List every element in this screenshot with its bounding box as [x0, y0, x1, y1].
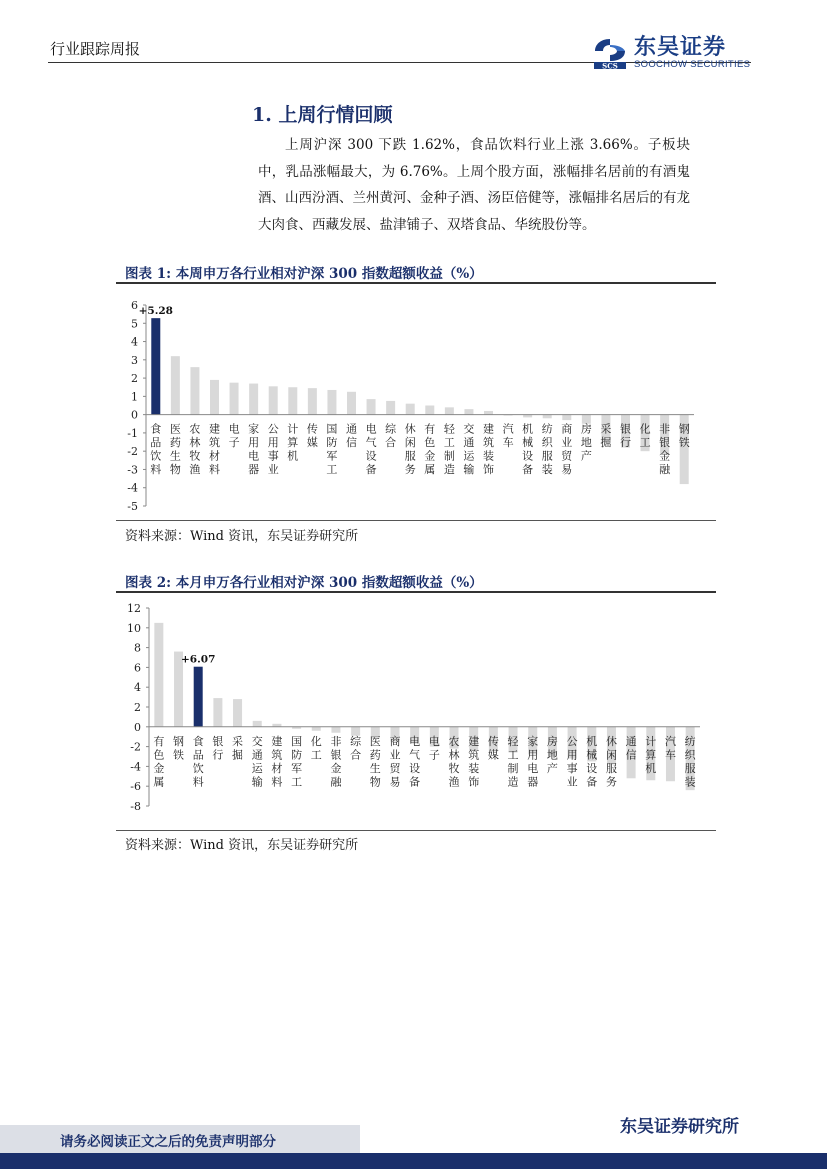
- category-label: 钢铁: [678, 422, 690, 450]
- footer-institute: 东吴证券研究所: [620, 1117, 739, 1137]
- y-tick-label: 8: [134, 641, 141, 655]
- category-label: 休闲服务: [605, 734, 617, 789]
- category-label: 采掘: [600, 422, 612, 450]
- category-label: 钢铁: [173, 734, 185, 762]
- category-label: 电气设备: [365, 422, 377, 477]
- category-label: 纺织服装: [541, 422, 553, 477]
- category-label: 房地产: [546, 734, 558, 775]
- footer-bar: [0, 1153, 827, 1169]
- category-label: 公用事业: [566, 734, 578, 789]
- bar-电气设备: [367, 399, 376, 415]
- y-tick-label: -5: [127, 500, 138, 513]
- y-tick-label: -2: [127, 445, 138, 459]
- category-label: 非银金融: [330, 734, 342, 789]
- category-label: 国防军工: [291, 734, 303, 789]
- category-label: 电子: [228, 422, 240, 450]
- category-label: 计算机: [287, 422, 299, 463]
- bar-采掘: [233, 699, 242, 727]
- bar-食品饮料: [151, 318, 160, 414]
- category-label: 房地产: [580, 422, 592, 463]
- category-label: 有色金属: [424, 422, 436, 477]
- category-label: 医药生物: [369, 734, 381, 789]
- y-tick-label: 6: [131, 299, 138, 312]
- bar-银行: [213, 698, 222, 727]
- bar-计算机: [288, 387, 297, 414]
- y-tick-label: -3: [127, 463, 138, 477]
- y-tick-label: 3: [131, 353, 138, 367]
- category-label: 轻工制造: [507, 734, 519, 789]
- bar-电子: [230, 383, 239, 415]
- category-label: 商业贸易: [561, 422, 573, 477]
- data-label: +6.07: [181, 653, 216, 666]
- category-label: 电气设备: [409, 734, 421, 789]
- y-tick-label: 0: [131, 408, 138, 422]
- bar-纺织服装: [543, 415, 552, 419]
- category-label: 轻工制造: [443, 422, 455, 477]
- y-tick-label: -4: [127, 481, 138, 495]
- bar-交通运输: [464, 409, 473, 414]
- data-label: +5.28: [138, 305, 173, 318]
- logo-english-name: SOOCHOW SECURITIES: [634, 58, 751, 70]
- category-label: 传媒: [306, 422, 318, 450]
- category-label: 农林牧渔: [189, 422, 201, 477]
- y-tick-label: -8: [130, 800, 141, 813]
- category-label: 交通运输: [251, 734, 263, 789]
- y-tick-label: 6: [134, 661, 141, 675]
- category-label: 建筑装饰: [483, 422, 494, 477]
- bar-农林牧渔: [190, 367, 199, 415]
- category-label: 休闲服务: [404, 422, 416, 477]
- bar-休闲服务: [406, 404, 415, 415]
- logo-chinese-name: 东吴证券: [634, 34, 727, 60]
- category-label: 传媒: [487, 734, 499, 762]
- section-paragraph: 上周沪深 300 下跌 1.62%，食品饮料行业上涨 3.66%。子板块中，乳品涨幅最大，为 6.76%。上周个股方面，涨幅排名居前的有酒鬼酒、山西汾酒、兰州黄河、金种子酒、汤臣倍健等，涨幅排名居后的有龙大肉食、西藏发展、盐津铺子、双塔食品、华统股份等。: [258, 137, 690, 233]
- bar-商业贸易: [562, 415, 571, 420]
- category-label: 食品饮料: [192, 734, 204, 789]
- y-tick-label: -6: [130, 780, 141, 794]
- bar-交通运输: [253, 721, 262, 727]
- y-tick-label: -2: [130, 740, 141, 754]
- category-label: 综合: [350, 734, 362, 762]
- category-label: 农林牧渔: [448, 734, 460, 789]
- category-label: 银行: [620, 422, 631, 450]
- category-label: 家用电器: [248, 422, 260, 477]
- bar-非银金融: [331, 727, 340, 733]
- figure-1-bottom-rule: [116, 520, 716, 521]
- bar-公用事业: [269, 386, 278, 414]
- y-tick-label: 10: [127, 621, 141, 635]
- category-label: 综合: [385, 422, 397, 450]
- category-label: 建筑材料: [209, 422, 220, 477]
- y-tick-label: 4: [131, 335, 138, 349]
- category-label: 化工: [310, 734, 322, 762]
- bar-有色金属: [425, 406, 434, 415]
- company-logo: [592, 36, 750, 70]
- footer-disclaimer-note: 请务必阅读正文之后的免责声明部分: [60, 1134, 276, 1150]
- category-label: 家用电器: [527, 734, 539, 789]
- y-tick-label: 2: [131, 372, 138, 386]
- category-label: 电子: [428, 734, 440, 762]
- category-label: 公用事业: [267, 422, 279, 477]
- y-tick-label: 4: [134, 681, 141, 695]
- y-tick-label: -1: [127, 426, 138, 440]
- bar-综合: [386, 401, 395, 415]
- bar-通信: [347, 392, 356, 415]
- category-label: 交通运输: [463, 422, 475, 477]
- bar-家用电器: [249, 384, 258, 415]
- category-label: 机械设备: [586, 734, 598, 789]
- bar-轻工制造: [445, 407, 454, 414]
- category-label: 计算机: [645, 734, 657, 775]
- category-label: 银行: [212, 734, 224, 762]
- category-label: 汽车: [502, 422, 514, 450]
- report-type-label: 行业跟踪周报: [50, 40, 141, 58]
- company-logo-icon: [592, 36, 628, 70]
- y-tick-label: 12: [127, 602, 141, 615]
- category-label: 有色金属: [153, 734, 165, 789]
- category-label: 医药生物: [169, 422, 181, 477]
- category-label: 化工: [639, 422, 651, 450]
- category-label: 建筑材料: [271, 734, 283, 789]
- bar-医药生物: [171, 356, 180, 414]
- bar-建筑材料: [210, 380, 219, 415]
- category-label: 商业贸易: [389, 734, 401, 789]
- category-label: 非银金融: [659, 422, 671, 477]
- figure-2-title: 图表 2: 本月申万各行业相对沪深 300 指数超额收益（%）: [125, 575, 483, 591]
- category-label: 通信: [346, 422, 357, 450]
- bar-传媒: [308, 388, 317, 414]
- category-label: 采掘: [232, 734, 244, 762]
- y-tick-label: 2: [134, 701, 141, 714]
- category-label: 纺织服装: [684, 734, 696, 789]
- y-tick-label: 0: [134, 720, 141, 734]
- bar-国防军工: [327, 390, 336, 415]
- y-tick-label: -4: [130, 760, 141, 774]
- figure-2-chart: [0, 593, 827, 833]
- bar-食品饮料: [194, 667, 203, 727]
- logo-mark-text: SCS: [602, 61, 618, 70]
- figure-2-source: 资料来源：Wind 资讯，东吴证券研究所: [125, 838, 359, 853]
- category-label: 国防军工: [326, 422, 338, 477]
- bar-有色金属: [154, 623, 163, 727]
- figure-1-title: 图表 1: 本周申万各行业相对沪深 300 指数超额收益（%）: [125, 266, 483, 282]
- category-label: 食品饮料: [150, 422, 162, 477]
- bar-建筑装饰: [484, 411, 493, 415]
- y-tick-label: 1: [131, 390, 138, 404]
- bar-化工: [312, 727, 321, 731]
- category-label: 建筑装饰: [468, 734, 480, 789]
- y-tick-label: 5: [131, 317, 138, 331]
- section-title: 1. 上周行情回顾: [252, 104, 393, 126]
- category-label: 汽车: [664, 734, 676, 762]
- figure-1-chart: [0, 284, 827, 524]
- figure-1-source: 资料来源：Wind 资讯，东吴证券研究所: [125, 529, 359, 544]
- category-label: 机械设备: [522, 422, 534, 477]
- figure-2-bottom-rule: [116, 830, 716, 831]
- category-label: 通信: [625, 734, 637, 762]
